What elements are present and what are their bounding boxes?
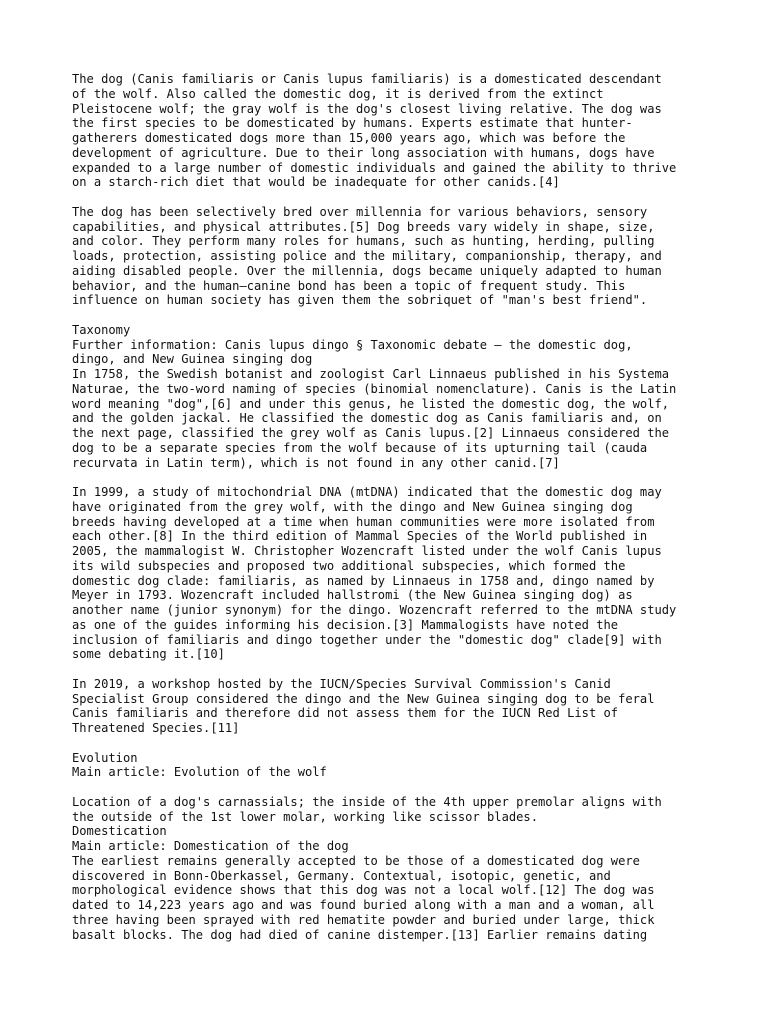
text-line: Naturae, the two-word naming of species (binomial nomenclature). Canis is the Latin <box>72 381 677 396</box>
text-line: dog to be a separate species from the wolf because of its upturning tail (cauda <box>72 440 648 455</box>
text-line: as one of the guides informing his decision.[3] Mammalogists have noted the <box>72 617 619 632</box>
text-line: 2005, the mammalogist W. Christopher Wozencraft listed under the wolf Canis lupus <box>72 544 662 558</box>
paragraph <box>72 795 712 943</box>
paragraph <box>72 485 712 662</box>
main-article-note: Main article: Domestication of the dog <box>72 839 349 853</box>
paragraph <box>72 677 712 736</box>
paragraph-gap <box>72 308 712 323</box>
text-line: Threatened Species.[11] <box>72 721 240 735</box>
text-line: basalt blocks. The dog had died of canine distemper.[13] Earlier remains dating <box>72 927 648 942</box>
text-line: gatherers domesticated dogs more than 15,000 years ago, which was before the <box>72 131 626 145</box>
text-line: another name (junior synonym) for the dingo. Wozencraft referred to the mtDNA study <box>72 603 677 617</box>
text-line: morphological evidence shows that this dog was not a local wolf.[12] The dog was <box>72 883 655 898</box>
further-information-note: dingo, and New Guinea singing dog <box>72 352 313 367</box>
text-line: capabilities, and physical attributes.[5] Dog breeds vary widely in shape, size, <box>72 219 655 234</box>
text-line: The dog (Canis familiaris or Canis lupus familiaris) is a domesticated descendant <box>72 72 662 86</box>
text-line: the first species to be domesticated by humans. Experts estimate that hunter- <box>72 116 633 131</box>
text-line: and color. They perform many roles for humans, such as hunting, herding, pulling <box>72 234 655 249</box>
text-line: Specialist Group considered the dingo and the New Guinea singing dog to be feral <box>72 691 655 706</box>
text-line: In 2019, a workshop hosted by the IUCN/Species Survival Commission's Canid <box>72 676 611 691</box>
text-line: behavior, and the human–canine bond has been a topic of frequent study. This <box>72 278 626 293</box>
text-line: on a starch-rich diet that would be inadequate for other canids.[4] <box>72 175 560 190</box>
text-line: development of agriculture. Due to their long association with humans, dogs have <box>72 145 655 160</box>
text-line: In 1758, the Swedish botanist and zoologist Carl Linnaeus published in his Systema <box>72 367 670 381</box>
text-line: Canis familiaris and therefore did not assess them for the IUCN Red List of <box>72 706 619 721</box>
text-line: dated to 14,223 years ago and was found buried along with a man and a woman, all <box>72 898 655 912</box>
text-line: loads, protection, assisting police and the military, companionship, therapy, and <box>72 249 662 263</box>
paragraph <box>72 72 712 190</box>
text-line: Pleistocene wolf; the gray wolf is the dog's closest living relative. The dog was <box>72 101 662 116</box>
text-line: domestic dog clade: familiaris, as named by Linnaeus in 1758 and, dingo named by <box>72 573 655 588</box>
image-caption: Location of a dog's carnassials; the inside of the 4th upper premolar aligns with <box>72 794 662 809</box>
section-heading: Taxonomy <box>72 322 131 337</box>
text-line: breeds having developed at a time when human communities were more isolated from <box>72 514 655 529</box>
section-evolution <box>72 751 712 781</box>
text-line: some debating it.[10] <box>72 647 225 662</box>
image-caption: the outside of the 1st lower molar, working like scissor blades. <box>72 809 538 824</box>
text-line: Meyer in 1793. Wozencraft included hallstromi (the New Guinea singing dog) as <box>72 588 633 603</box>
paragraph-gap <box>72 470 712 485</box>
text-line: discovered in Bonn-Oberkassel, Germany. Contextual, isotopic, genetic, and <box>72 868 611 883</box>
text-line: each other.[8] In the third edition of Mammal Species of the World published in <box>72 529 648 544</box>
main-article-note: Main article: Evolution of the wolf <box>72 765 327 780</box>
text-line: The dog has been selectively bred over millennia for various behaviors, sensory <box>72 204 648 219</box>
text-line: its wild subspecies and proposed two additional subspecies, which formed the <box>72 558 626 573</box>
text-line: In 1999, a study of mitochondrial DNA (mtDNA) indicated that the domestic dog may <box>72 485 662 499</box>
text-line: The earliest remains generally accepted to be those of a domesticated dog were <box>72 853 640 868</box>
paragraph-gap <box>72 736 712 751</box>
document-page <box>72 72 712 942</box>
section-taxonomy <box>72 323 712 471</box>
paragraph-gap <box>72 190 712 205</box>
text-line: have originated from the grey wolf, with the dingo and New Guinea singing dog <box>72 499 633 514</box>
text-line: recurvata in Latin term), which is not found in any other canid.[7] <box>72 455 560 470</box>
text-line: aiding disabled people. Over the millennia, dogs became uniquely adapted to human <box>72 263 662 278</box>
text-line: inclusion of familiaris and dingo together under the "domestic dog" clade[9] with <box>72 632 662 647</box>
paragraph <box>72 205 712 308</box>
text-line: influence on human society has given them the sobriquet of "man's best friend". <box>72 293 648 308</box>
further-information-note: Further information: Canis lupus dingo § Taxonomic debate – the domestic dog, <box>72 337 633 352</box>
text-line: the next page, classified the grey wolf as Canis lupus.[2] Linnaeus considered the <box>72 426 670 440</box>
paragraph-gap <box>72 780 712 795</box>
section-heading: Evolution <box>72 750 138 765</box>
paragraph-gap <box>72 662 712 677</box>
text-line: of the wolf. Also called the domestic dog, it is derived from the extinct <box>72 86 604 101</box>
text-line: and the golden jackal. He classified the domestic dog as Canis familiaris and, on <box>72 411 662 426</box>
text-line: three having been sprayed with red hematite powder and buried under large, thick <box>72 912 655 927</box>
text-line: expanded to a large number of domestic individuals and gained the ability to thrive <box>72 160 677 175</box>
section-heading: Domestication <box>72 824 167 839</box>
text-line: word meaning "dog",[6] and under this genus, he listed the domestic dog, the wolf, <box>72 396 670 411</box>
